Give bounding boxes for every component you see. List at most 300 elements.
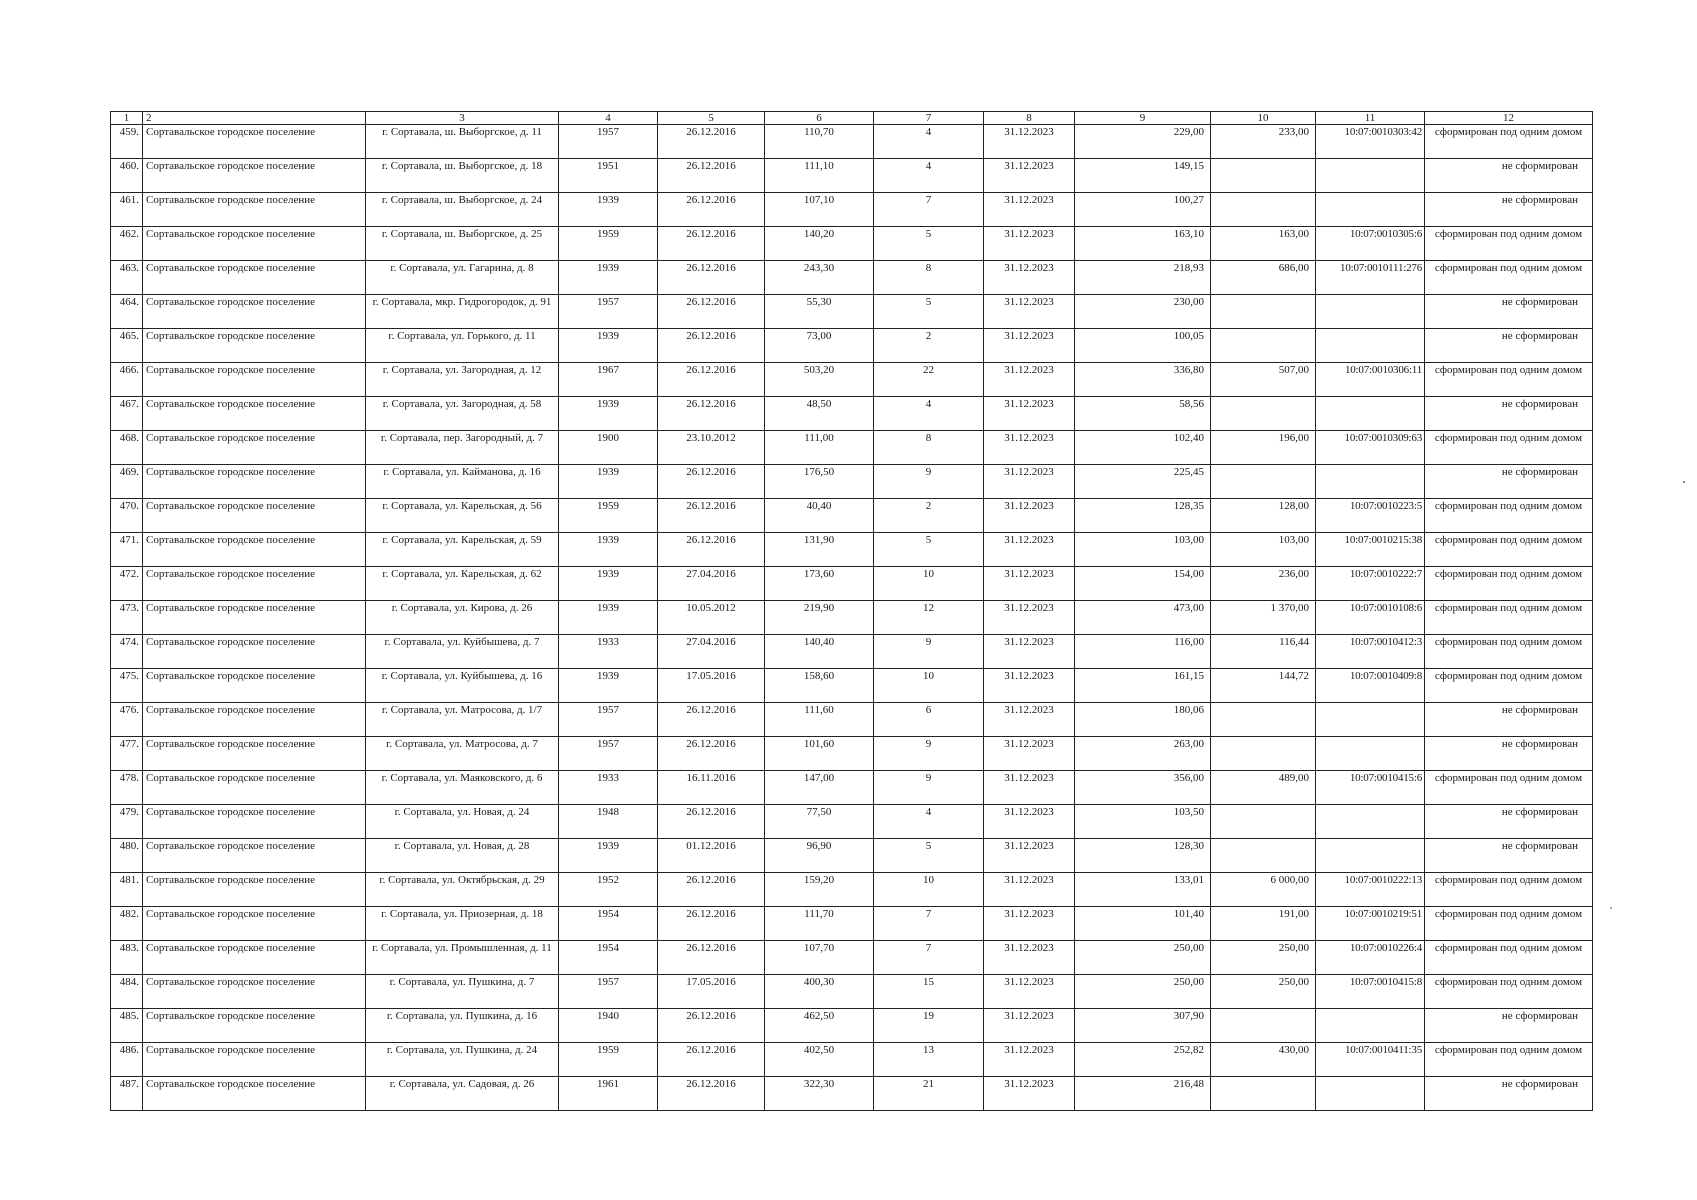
- scan-speck: [1683, 481, 1685, 483]
- resettlement-date-cell: 31.12.2023: [984, 261, 1075, 295]
- table-row: [111, 601, 1593, 635]
- planned-area-cell: 225,45: [1075, 465, 1211, 499]
- residents-cell: 5: [874, 533, 984, 567]
- residents-cell: 13: [874, 1043, 984, 1077]
- column-number-row: [111, 112, 1593, 125]
- cadastral-number-cell: 10:07:0010222:13: [1316, 873, 1425, 907]
- table-row: [111, 907, 1593, 941]
- build-year-cell: 1957: [559, 125, 658, 159]
- build-year-cell: 1957: [559, 975, 658, 1009]
- build-year-cell: 1959: [559, 227, 658, 261]
- address-cell: г. Сортавала, ул. Пушкина, д. 16: [366, 1009, 559, 1043]
- residents-cell: 9: [874, 771, 984, 805]
- land-area-cell: 128,00: [1211, 499, 1316, 533]
- cadastral-number-cell: 10:07:0010108:6: [1316, 601, 1425, 635]
- build-year-cell: 1948: [559, 805, 658, 839]
- resettlement-date-cell: 31.12.2023: [984, 1009, 1075, 1043]
- address-cell: г. Сортавала, ул. Загородная, д. 58: [366, 397, 559, 431]
- table-row: [111, 431, 1593, 465]
- land-status-cell: сформирован под одним домом: [1425, 1043, 1593, 1077]
- municipality-cell: Сортавальское городское поселение: [143, 941, 366, 975]
- address-cell: г. Сортавала, ул. Карельская, д. 56: [366, 499, 559, 533]
- municipality-cell: Сортавальское городское поселение: [143, 1043, 366, 1077]
- land-area-cell: [1211, 1009, 1316, 1043]
- residents-cell: 9: [874, 465, 984, 499]
- area-cell: 243,30: [765, 261, 874, 295]
- land-status-cell: сформирован под одним домом: [1425, 635, 1593, 669]
- planned-area-cell: 154,00: [1075, 567, 1211, 601]
- address-cell: г. Сортавала, ул. Новая, д. 24: [366, 805, 559, 839]
- land-status-cell: сформирован под одним домом: [1425, 261, 1593, 295]
- planned-area-cell: 180,06: [1075, 703, 1211, 737]
- table-row: [111, 295, 1593, 329]
- build-year-cell: 1954: [559, 941, 658, 975]
- municipality-cell: Сортавальское городское поселение: [143, 227, 366, 261]
- cadastral-number-cell: [1316, 159, 1425, 193]
- residents-cell: 5: [874, 227, 984, 261]
- area-cell: 111,60: [765, 703, 874, 737]
- resettlement-date-cell: 31.12.2023: [984, 737, 1075, 771]
- area-cell: 55,30: [765, 295, 874, 329]
- row-number-cell: 473.: [111, 601, 143, 635]
- land-status-cell: сформирован под одним домом: [1425, 669, 1593, 703]
- cadastral-number-cell: 10:07:0010226:4: [1316, 941, 1425, 975]
- cadastral-number-cell: 10:07:0010111:276: [1316, 261, 1425, 295]
- land-area-cell: 250,00: [1211, 941, 1316, 975]
- address-cell: г. Сортавала, пер. Загородный, д. 7: [366, 431, 559, 465]
- address-cell: г. Сортавала, ул. Новая, д. 28: [366, 839, 559, 873]
- area-cell: 101,60: [765, 737, 874, 771]
- municipality-cell: Сортавальское городское поселение: [143, 839, 366, 873]
- build-year-cell: 1933: [559, 771, 658, 805]
- build-year-cell: 1900: [559, 431, 658, 465]
- row-number-cell: 477.: [111, 737, 143, 771]
- land-status-cell: сформирован под одним домом: [1425, 975, 1593, 1009]
- row-number-cell: 469.: [111, 465, 143, 499]
- row-number-cell: 483.: [111, 941, 143, 975]
- residents-cell: 4: [874, 159, 984, 193]
- cadastral-number-cell: 10:07:0010215:38: [1316, 533, 1425, 567]
- housing-register-table: [110, 111, 1593, 1111]
- residents-cell: 5: [874, 839, 984, 873]
- survey-date-cell: 26.12.2016: [658, 907, 765, 941]
- land-area-cell: 507,00: [1211, 363, 1316, 397]
- column-number: 3: [366, 112, 559, 125]
- build-year-cell: 1939: [559, 839, 658, 873]
- survey-date-cell: 26.12.2016: [658, 465, 765, 499]
- land-area-cell: [1211, 737, 1316, 771]
- land-status-cell: сформирован под одним домом: [1425, 533, 1593, 567]
- address-cell: г. Сортавала, ул. Пушкина, д. 24: [366, 1043, 559, 1077]
- land-area-cell: 6 000,00: [1211, 873, 1316, 907]
- table-row: [111, 499, 1593, 533]
- table-row: [111, 363, 1593, 397]
- area-cell: 111,00: [765, 431, 874, 465]
- column-number: 11: [1316, 112, 1425, 125]
- build-year-cell: 1954: [559, 907, 658, 941]
- municipality-cell: Сортавальское городское поселение: [143, 635, 366, 669]
- residents-cell: 9: [874, 635, 984, 669]
- table-row: [111, 1009, 1593, 1043]
- address-cell: г. Сортавала, ул. Кайманова, д. 16: [366, 465, 559, 499]
- resettlement-date-cell: 31.12.2023: [984, 941, 1075, 975]
- area-cell: 147,00: [765, 771, 874, 805]
- planned-area-cell: 133,01: [1075, 873, 1211, 907]
- planned-area-cell: 161,15: [1075, 669, 1211, 703]
- build-year-cell: 1959: [559, 1043, 658, 1077]
- survey-date-cell: 26.12.2016: [658, 363, 765, 397]
- table-row: [111, 975, 1593, 1009]
- land-area-cell: [1211, 159, 1316, 193]
- cadastral-number-cell: [1316, 193, 1425, 227]
- residents-cell: 21: [874, 1077, 984, 1111]
- municipality-cell: Сортавальское городское поселение: [143, 499, 366, 533]
- land-area-cell: 116,44: [1211, 635, 1316, 669]
- row-number-cell: 462.: [111, 227, 143, 261]
- land-status-cell: сформирован под одним домом: [1425, 601, 1593, 635]
- survey-date-cell: 26.12.2016: [658, 805, 765, 839]
- municipality-cell: Сортавальское городское поселение: [143, 1077, 366, 1111]
- cadastral-number-cell: 10:07:0010415:8: [1316, 975, 1425, 1009]
- row-number-cell: 484.: [111, 975, 143, 1009]
- area-cell: 110,70: [765, 125, 874, 159]
- address-cell: г. Сортавала, ул. Карельская, д. 59: [366, 533, 559, 567]
- planned-area-cell: 163,10: [1075, 227, 1211, 261]
- cadastral-number-cell: [1316, 295, 1425, 329]
- land-status-cell: не сформирован: [1425, 295, 1593, 329]
- column-number: 4: [559, 112, 658, 125]
- planned-area-cell: 250,00: [1075, 941, 1211, 975]
- survey-date-cell: 01.12.2016: [658, 839, 765, 873]
- planned-area-cell: 103,50: [1075, 805, 1211, 839]
- municipality-cell: Сортавальское городское поселение: [143, 873, 366, 907]
- build-year-cell: 1939: [559, 533, 658, 567]
- cadastral-number-cell: 10:07:0010303:42: [1316, 125, 1425, 159]
- land-status-cell: не сформирован: [1425, 839, 1593, 873]
- land-area-cell: [1211, 839, 1316, 873]
- municipality-cell: Сортавальское городское поселение: [143, 363, 366, 397]
- resettlement-date-cell: 31.12.2023: [984, 295, 1075, 329]
- housing-register-sheet: [110, 111, 1592, 1111]
- row-number-cell: 468.: [111, 431, 143, 465]
- row-number-cell: 460.: [111, 159, 143, 193]
- row-number-cell: 486.: [111, 1043, 143, 1077]
- municipality-cell: Сортавальское городское поселение: [143, 533, 366, 567]
- table-row: [111, 805, 1593, 839]
- land-area-cell: 236,00: [1211, 567, 1316, 601]
- land-status-cell: сформирован под одним домом: [1425, 873, 1593, 907]
- address-cell: г. Сортавала, ул. Приозерная, д. 18: [366, 907, 559, 941]
- land-status-cell: не сформирован: [1425, 703, 1593, 737]
- row-number-cell: 476.: [111, 703, 143, 737]
- land-area-cell: 191,00: [1211, 907, 1316, 941]
- table-row: [111, 533, 1593, 567]
- build-year-cell: 1939: [559, 397, 658, 431]
- planned-area-cell: 100,05: [1075, 329, 1211, 363]
- resettlement-date-cell: 31.12.2023: [984, 363, 1075, 397]
- planned-area-cell: 102,40: [1075, 431, 1211, 465]
- resettlement-date-cell: 31.12.2023: [984, 635, 1075, 669]
- cadastral-number-cell: 10:07:0010223:5: [1316, 499, 1425, 533]
- land-area-cell: 103,00: [1211, 533, 1316, 567]
- table-row: [111, 465, 1593, 499]
- survey-date-cell: 26.12.2016: [658, 397, 765, 431]
- resettlement-date-cell: 31.12.2023: [984, 1043, 1075, 1077]
- residents-cell: 7: [874, 907, 984, 941]
- cadastral-number-cell: 10:07:0010306:11: [1316, 363, 1425, 397]
- area-cell: 400,30: [765, 975, 874, 1009]
- build-year-cell: 1957: [559, 703, 658, 737]
- table-row: [111, 703, 1593, 737]
- build-year-cell: 1939: [559, 261, 658, 295]
- residents-cell: 2: [874, 499, 984, 533]
- residents-cell: 6: [874, 703, 984, 737]
- build-year-cell: 1939: [559, 193, 658, 227]
- survey-date-cell: 26.12.2016: [658, 125, 765, 159]
- row-number-cell: 480.: [111, 839, 143, 873]
- survey-date-cell: 16.11.2016: [658, 771, 765, 805]
- residents-cell: 10: [874, 873, 984, 907]
- column-number: 6: [765, 112, 874, 125]
- column-number: 9: [1075, 112, 1211, 125]
- survey-date-cell: 27.04.2016: [658, 635, 765, 669]
- address-cell: г. Сортавала, мкр. Гидрогородок, д. 91: [366, 295, 559, 329]
- cadastral-number-cell: [1316, 329, 1425, 363]
- row-number-cell: 463.: [111, 261, 143, 295]
- land-status-cell: сформирован под одним домом: [1425, 771, 1593, 805]
- land-area-cell: [1211, 397, 1316, 431]
- area-cell: 107,10: [765, 193, 874, 227]
- row-number-cell: 459.: [111, 125, 143, 159]
- municipality-cell: Сортавальское городское поселение: [143, 159, 366, 193]
- municipality-cell: Сортавальское городское поселение: [143, 261, 366, 295]
- survey-date-cell: 26.12.2016: [658, 1009, 765, 1043]
- row-number-cell: 466.: [111, 363, 143, 397]
- survey-date-cell: 26.12.2016: [658, 227, 765, 261]
- municipality-cell: Сортавальское городское поселение: [143, 193, 366, 227]
- resettlement-date-cell: 31.12.2023: [984, 873, 1075, 907]
- scan-speck: [1610, 907, 1612, 909]
- residents-cell: 8: [874, 261, 984, 295]
- municipality-cell: Сортавальское городское поселение: [143, 1009, 366, 1043]
- table-row: [111, 737, 1593, 771]
- resettlement-date-cell: 31.12.2023: [984, 839, 1075, 873]
- build-year-cell: 1933: [559, 635, 658, 669]
- row-number-cell: 467.: [111, 397, 143, 431]
- cadastral-number-cell: [1316, 737, 1425, 771]
- residents-cell: 2: [874, 329, 984, 363]
- table-row: [111, 125, 1593, 159]
- resettlement-date-cell: 31.12.2023: [984, 567, 1075, 601]
- table-row: [111, 771, 1593, 805]
- planned-area-cell: 216,48: [1075, 1077, 1211, 1111]
- table-row: [111, 227, 1593, 261]
- address-cell: г. Сортавала, ш. Выборгское, д. 18: [366, 159, 559, 193]
- address-cell: г. Сортавала, ул. Карельская, д. 62: [366, 567, 559, 601]
- planned-area-cell: 116,00: [1075, 635, 1211, 669]
- build-year-cell: 1939: [559, 567, 658, 601]
- area-cell: 462,50: [765, 1009, 874, 1043]
- resettlement-date-cell: 31.12.2023: [984, 703, 1075, 737]
- table-row: [111, 839, 1593, 873]
- build-year-cell: 1961: [559, 1077, 658, 1111]
- resettlement-date-cell: 31.12.2023: [984, 329, 1075, 363]
- area-cell: 159,20: [765, 873, 874, 907]
- table-row: [111, 329, 1593, 363]
- cadastral-number-cell: 10:07:0010309:63: [1316, 431, 1425, 465]
- land-status-cell: сформирован под одним домом: [1425, 499, 1593, 533]
- resettlement-date-cell: 31.12.2023: [984, 975, 1075, 1009]
- resettlement-date-cell: 31.12.2023: [984, 125, 1075, 159]
- cadastral-number-cell: [1316, 703, 1425, 737]
- area-cell: 111,10: [765, 159, 874, 193]
- residents-cell: 4: [874, 805, 984, 839]
- row-number-cell: 482.: [111, 907, 143, 941]
- land-status-cell: не сформирован: [1425, 159, 1593, 193]
- column-number: 1: [111, 112, 143, 125]
- planned-area-cell: 128,30: [1075, 839, 1211, 873]
- area-cell: 73,00: [765, 329, 874, 363]
- area-cell: 173,60: [765, 567, 874, 601]
- row-number-cell: 470.: [111, 499, 143, 533]
- address-cell: г. Сортавала, ул. Куйбышева, д. 7: [366, 635, 559, 669]
- cadastral-number-cell: [1316, 839, 1425, 873]
- land-area-cell: [1211, 329, 1316, 363]
- land-area-cell: 489,00: [1211, 771, 1316, 805]
- survey-date-cell: 26.12.2016: [658, 703, 765, 737]
- survey-date-cell: 26.12.2016: [658, 261, 765, 295]
- area-cell: 107,70: [765, 941, 874, 975]
- address-cell: г. Сортавала, ул. Маяковского, д. 6: [366, 771, 559, 805]
- address-cell: г. Сортавала, ул. Загородная, д. 12: [366, 363, 559, 397]
- residents-cell: 12: [874, 601, 984, 635]
- land-area-cell: [1211, 465, 1316, 499]
- resettlement-date-cell: 31.12.2023: [984, 159, 1075, 193]
- survey-date-cell: 10.05.2012: [658, 601, 765, 635]
- land-area-cell: 196,00: [1211, 431, 1316, 465]
- survey-date-cell: 26.12.2016: [658, 1077, 765, 1111]
- land-status-cell: сформирован под одним домом: [1425, 363, 1593, 397]
- residents-cell: 5: [874, 295, 984, 329]
- residents-cell: 22: [874, 363, 984, 397]
- land-status-cell: не сформирован: [1425, 737, 1593, 771]
- cadastral-number-cell: [1316, 465, 1425, 499]
- area-cell: 131,90: [765, 533, 874, 567]
- build-year-cell: 1957: [559, 295, 658, 329]
- planned-area-cell: 103,00: [1075, 533, 1211, 567]
- residents-cell: 4: [874, 125, 984, 159]
- municipality-cell: Сортавальское городское поселение: [143, 601, 366, 635]
- area-cell: 140,40: [765, 635, 874, 669]
- planned-area-cell: 473,00: [1075, 601, 1211, 635]
- resettlement-date-cell: 31.12.2023: [984, 601, 1075, 635]
- cadastral-number-cell: [1316, 1077, 1425, 1111]
- address-cell: г. Сортавала, ул. Матросова, д. 1/7: [366, 703, 559, 737]
- municipality-cell: Сортавальское городское поселение: [143, 669, 366, 703]
- resettlement-date-cell: 31.12.2023: [984, 397, 1075, 431]
- residents-cell: 7: [874, 193, 984, 227]
- cadastral-number-cell: 10:07:0010409:8: [1316, 669, 1425, 703]
- survey-date-cell: 26.12.2016: [658, 295, 765, 329]
- resettlement-date-cell: 31.12.2023: [984, 227, 1075, 261]
- row-number-cell: 478.: [111, 771, 143, 805]
- cadastral-number-cell: 10:07:0010412:3: [1316, 635, 1425, 669]
- residents-cell: 10: [874, 669, 984, 703]
- build-year-cell: 1939: [559, 669, 658, 703]
- land-status-cell: сформирован под одним домом: [1425, 227, 1593, 261]
- residents-cell: 9: [874, 737, 984, 771]
- column-number: 2: [143, 112, 366, 125]
- planned-area-cell: 252,82: [1075, 1043, 1211, 1077]
- table-row: [111, 635, 1593, 669]
- resettlement-date-cell: 31.12.2023: [984, 907, 1075, 941]
- planned-area-cell: 149,15: [1075, 159, 1211, 193]
- cadastral-number-cell: 10:07:0010222:7: [1316, 567, 1425, 601]
- resettlement-date-cell: 31.12.2023: [984, 1077, 1075, 1111]
- planned-area-cell: 229,00: [1075, 125, 1211, 159]
- address-cell: г. Сортавала, ул. Матросова, д. 7: [366, 737, 559, 771]
- municipality-cell: Сортавальское городское поселение: [143, 737, 366, 771]
- land-area-cell: [1211, 1077, 1316, 1111]
- land-area-cell: [1211, 805, 1316, 839]
- row-number-cell: 474.: [111, 635, 143, 669]
- land-area-cell: 163,00: [1211, 227, 1316, 261]
- row-number-cell: 479.: [111, 805, 143, 839]
- land-status-cell: сформирован под одним домом: [1425, 125, 1593, 159]
- row-number-cell: 465.: [111, 329, 143, 363]
- land-status-cell: не сформирован: [1425, 805, 1593, 839]
- land-status-cell: сформирован под одним домом: [1425, 907, 1593, 941]
- land-area-cell: 686,00: [1211, 261, 1316, 295]
- area-cell: 158,60: [765, 669, 874, 703]
- row-number-cell: 475.: [111, 669, 143, 703]
- area-cell: 77,50: [765, 805, 874, 839]
- area-cell: 322,30: [765, 1077, 874, 1111]
- area-cell: 48,50: [765, 397, 874, 431]
- address-cell: г. Сортавала, ул. Кирова, д. 26: [366, 601, 559, 635]
- area-cell: 40,40: [765, 499, 874, 533]
- cadastral-number-cell: 10:07:0010219:51: [1316, 907, 1425, 941]
- table-row: [111, 873, 1593, 907]
- municipality-cell: Сортавальское городское поселение: [143, 975, 366, 1009]
- planned-area-cell: 58,56: [1075, 397, 1211, 431]
- build-year-cell: 1939: [559, 329, 658, 363]
- land-area-cell: 1 370,00: [1211, 601, 1316, 635]
- table-row: [111, 193, 1593, 227]
- cadastral-number-cell: [1316, 1009, 1425, 1043]
- column-number: 7: [874, 112, 984, 125]
- cadastral-number-cell: 10:07:0010415:6: [1316, 771, 1425, 805]
- residents-cell: 7: [874, 941, 984, 975]
- land-area-cell: [1211, 193, 1316, 227]
- land-area-cell: [1211, 703, 1316, 737]
- address-cell: г. Сортавала, ул. Пушкина, д. 7: [366, 975, 559, 1009]
- address-cell: г. Сортавала, ул. Гагарина, д. 8: [366, 261, 559, 295]
- residents-cell: 4: [874, 397, 984, 431]
- land-status-cell: не сформирован: [1425, 329, 1593, 363]
- planned-area-cell: 230,00: [1075, 295, 1211, 329]
- build-year-cell: 1967: [559, 363, 658, 397]
- row-number-cell: 464.: [111, 295, 143, 329]
- survey-date-cell: 26.12.2016: [658, 533, 765, 567]
- cadastral-number-cell: [1316, 805, 1425, 839]
- build-year-cell: 1951: [559, 159, 658, 193]
- resettlement-date-cell: 31.12.2023: [984, 465, 1075, 499]
- municipality-cell: Сортавальское городское поселение: [143, 805, 366, 839]
- address-cell: г. Сортавала, ш. Выборгское, д. 25: [366, 227, 559, 261]
- column-number: 8: [984, 112, 1075, 125]
- resettlement-date-cell: 31.12.2023: [984, 193, 1075, 227]
